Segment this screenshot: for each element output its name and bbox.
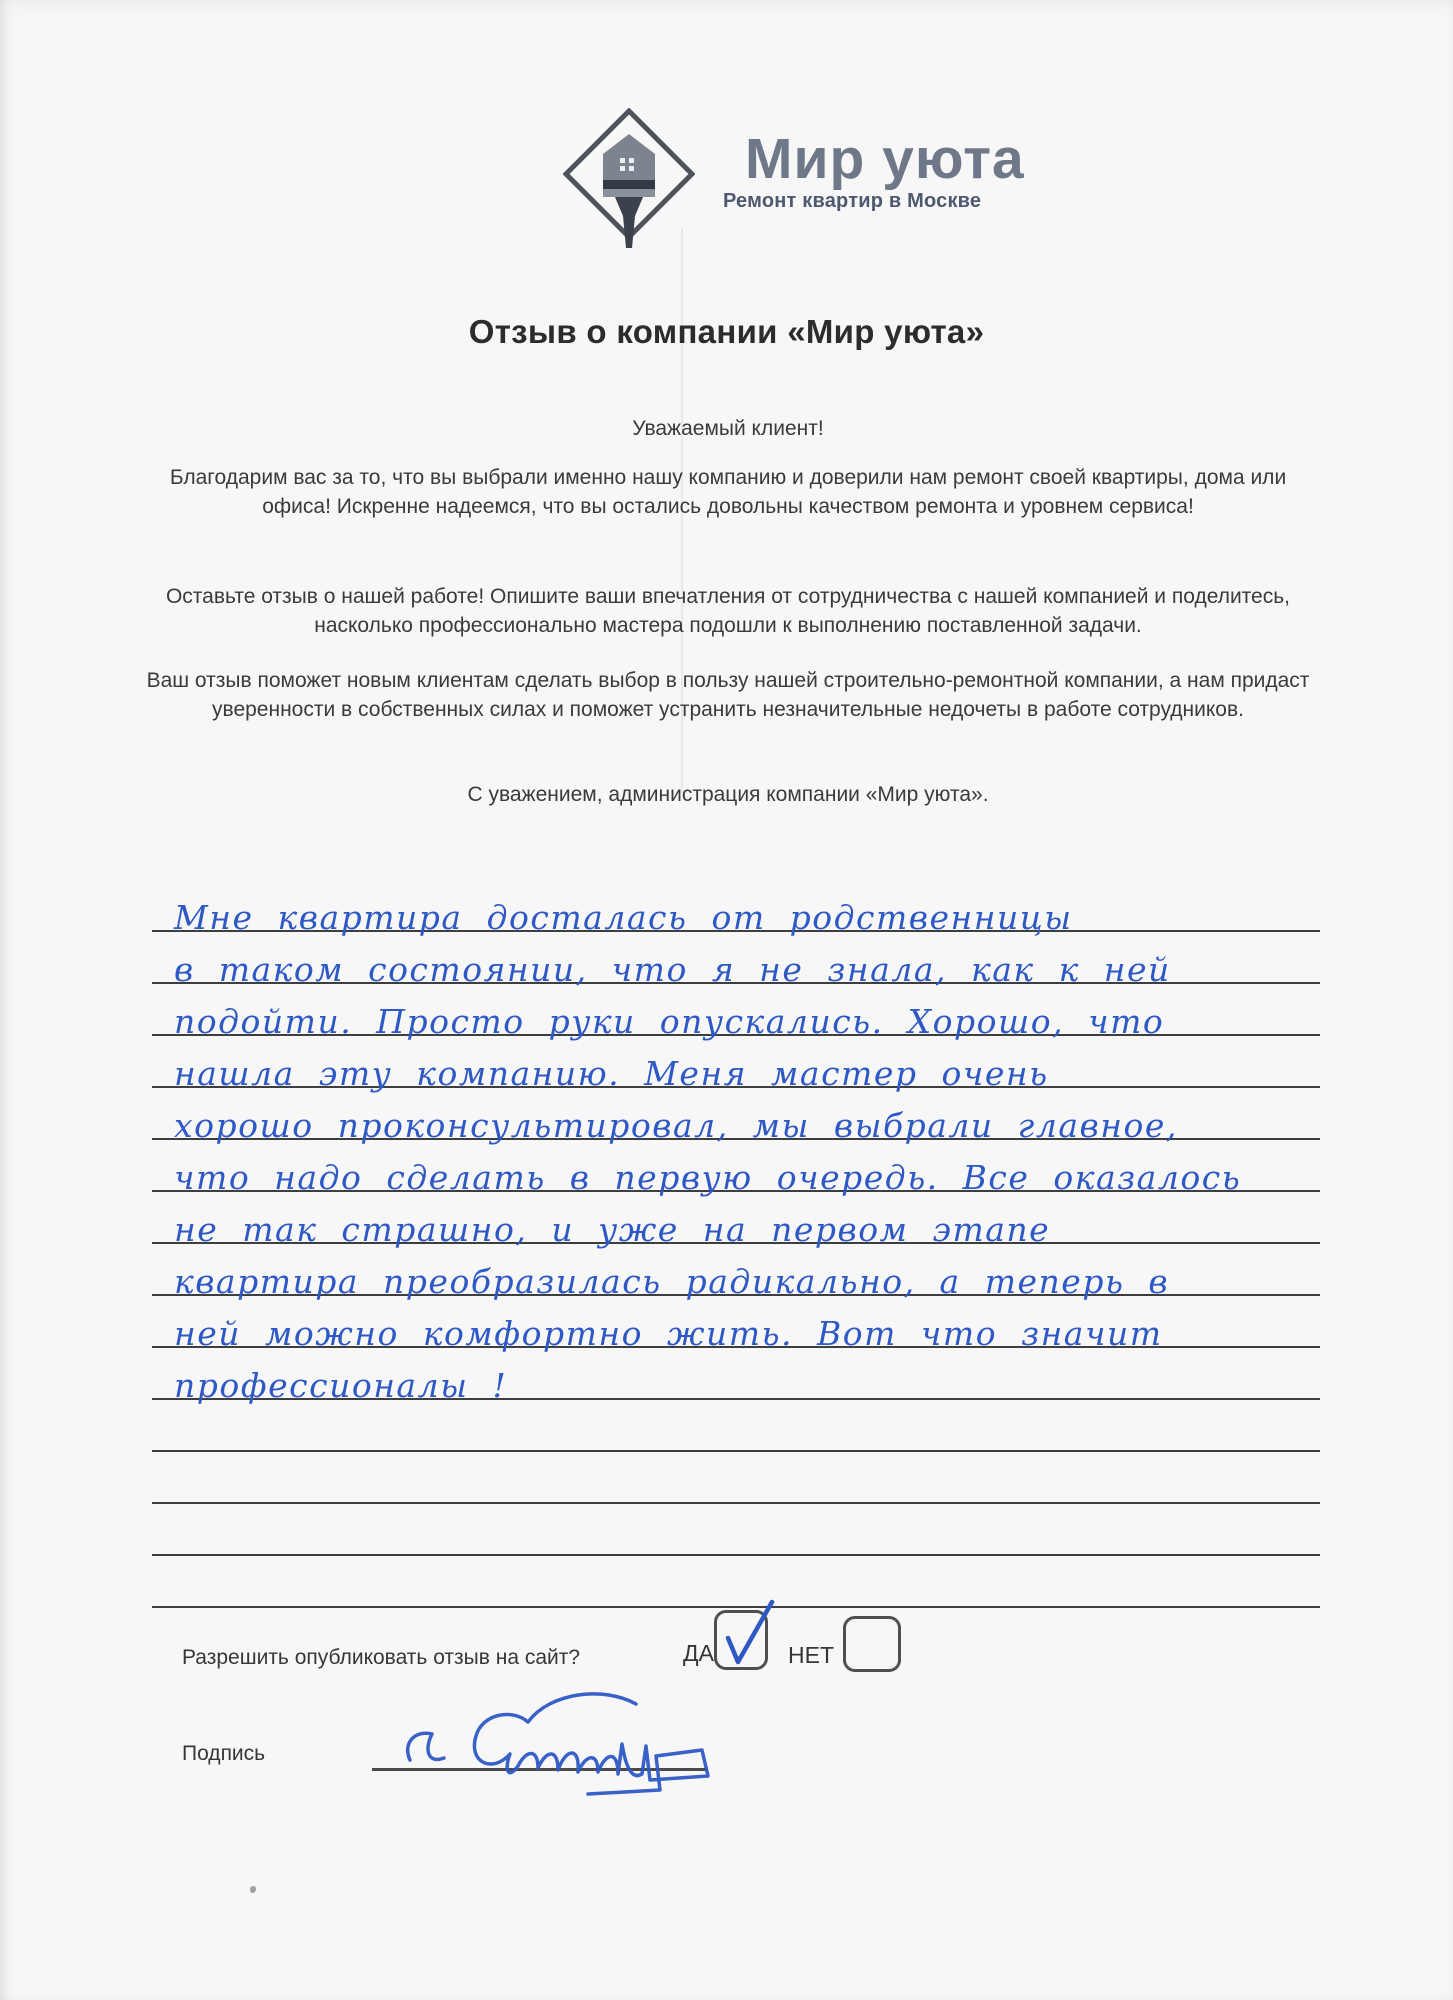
ruled-line-empty <box>152 1504 1320 1556</box>
checkmark-icon <box>716 1592 780 1670</box>
handwritten-text: ней можно комфортно жить. Вот что значит <box>174 1314 1163 1353</box>
ruled-line <box>152 1036 1320 1093</box>
handwritten-text: хорошо проконсультировал, мы выбрали главное, <box>174 1106 1178 1145</box>
logo-title: Мир уюта <box>745 127 1025 191</box>
signature-label: Подпись <box>182 1742 266 1765</box>
publish-question-label: Разрешить опубликовать отзыв на сайт? <box>182 1646 581 1669</box>
ruled-line-empty <box>152 1452 1320 1504</box>
handwritten-text: квартира преобразилась радикально, а теперь в <box>174 1262 1170 1301</box>
scan-speck <box>250 1886 256 1893</box>
salutation: Уважаемый клиент! <box>632 417 824 440</box>
no-checkbox[interactable] <box>843 1616 901 1672</box>
ruled-line <box>152 880 1320 937</box>
ruled-line <box>152 1348 1320 1405</box>
ruled-line <box>152 1088 1320 1145</box>
handwritten-text: профессионалы ! <box>174 1366 508 1405</box>
ruled-line-empty <box>152 1400 1320 1452</box>
no-label: НЕТ <box>788 1642 834 1668</box>
logo-text-block <box>723 127 1025 213</box>
diamond-paintbrush-house-icon <box>563 108 695 250</box>
handwritten-text: не так страшно, и уже на первом этапе <box>174 1210 1051 1249</box>
ruled-line <box>152 1140 1320 1197</box>
yes-label: ДА <box>683 1640 714 1666</box>
handwritten-text: нашла эту компанию. Меня мастер очень <box>174 1054 1049 1093</box>
handwritten-text: подойти. Просто руки опускались. Хорошо, что <box>174 1002 1165 1041</box>
handwritten-text: Мне квартира досталась от родственницы <box>174 898 1073 937</box>
signature-scribble <box>398 1688 728 1803</box>
handwritten-text: что надо сделать в первую очередь. Все оказалось <box>174 1158 1242 1197</box>
logo-subtitle: Ремонт квартир в Москве <box>723 190 982 212</box>
ruled-line <box>152 1244 1320 1301</box>
ruled-line <box>152 1192 1320 1249</box>
ruled-line <box>152 1296 1320 1353</box>
handwritten-text: в таком состоянии, что я не знала, как к ней <box>174 950 1171 989</box>
handwritten-review-area <box>152 880 1320 1608</box>
scan-edge-shadow <box>0 0 10 2000</box>
ruled-line <box>152 984 1320 1041</box>
paragraph-thanks: Благодарим вас за то, что вы выбрали именно нашу компанию и доверили нам ремонт своей квартиры, дома или офиса! Искренне надеемся, что вы остались довольны качеством ремонта и уровнем сервиса! <box>169 466 1287 518</box>
paragraph-benefit: Ваш отзыв поможет новым клиентам сделать выбор в пользу нашей строительно-ремонтной компании, а нам придаст уверенности в собственных силах и поможет устранить незначительные недочеты в работе сотрудников. <box>146 669 1310 721</box>
page-title: Отзыв о компании «Мир уюта» <box>468 313 985 350</box>
ruled-line <box>152 932 1320 989</box>
paragraph-request: Оставьте отзыв о нашей работе! Опишите ваши впечатления от сотрудничества с нашей компанией и поделитесь, насколько профессионально мастера подошли к выполнению поставленной задачи. <box>165 585 1291 637</box>
closing-line: С уважением, администрация компании «Мир уюта». <box>467 783 989 806</box>
